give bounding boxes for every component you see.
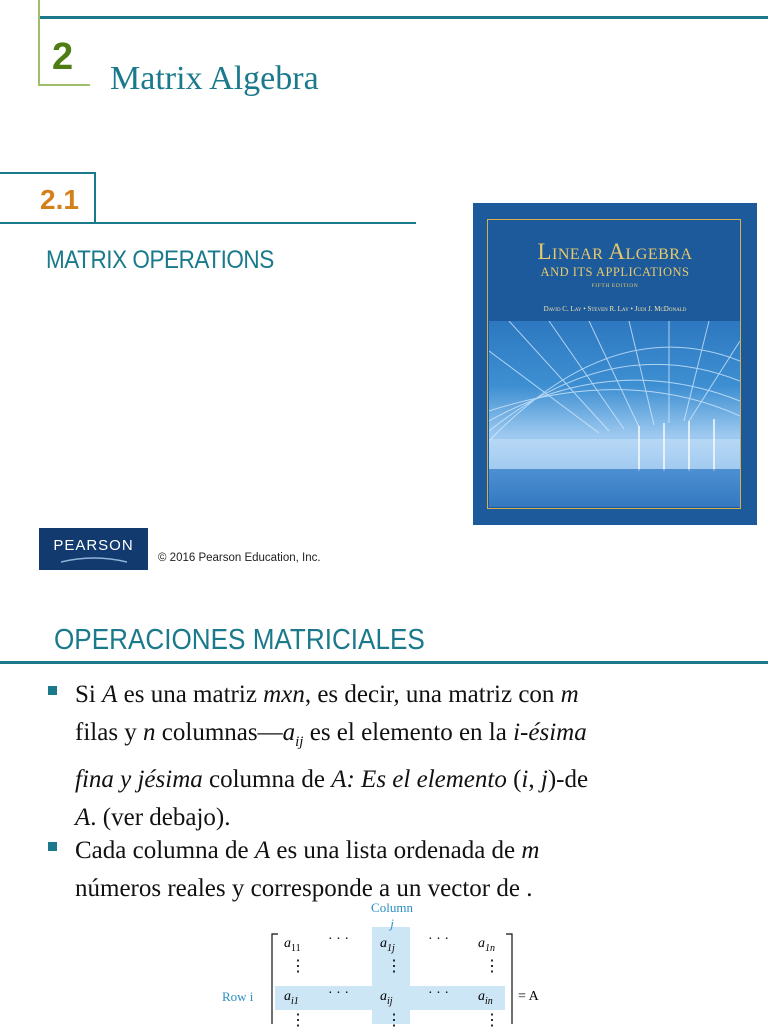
entry-aij: $a_{ij}$ xyxy=(380,989,393,1007)
section-title: MATRIX OPERATIONS xyxy=(46,246,274,274)
entry-a1j: $a_{1j}$ xyxy=(380,936,395,954)
section-box-side xyxy=(94,172,96,224)
slide-title-rule xyxy=(0,661,768,664)
vdots: ⋮ xyxy=(386,958,402,975)
column-label: Column xyxy=(371,900,413,915)
vdots: ⋮ xyxy=(290,1012,306,1029)
header-rule xyxy=(38,16,768,19)
book-subtitle: AND ITS APPLICATIONS xyxy=(540,265,690,279)
hdots: · · · xyxy=(428,932,449,947)
bullet-paragraph-2: Cada columna de A es una lista ordenada de m números reales y corresponde a un vector de . xyxy=(75,837,540,902)
book-cover-photo xyxy=(489,321,740,507)
chapter-number: 2 xyxy=(52,36,74,78)
hdots: · · · xyxy=(328,986,349,1001)
matrix-figure xyxy=(210,898,570,1029)
matrix-equals: = A xyxy=(518,989,539,1004)
bullet-marker xyxy=(48,842,57,851)
vdots: ⋮ xyxy=(386,1012,402,1029)
vdots: ⋮ xyxy=(484,1012,500,1029)
hdots: · · · xyxy=(328,932,349,947)
book-title: Linear Algebra xyxy=(537,239,693,264)
entry-ain: $a_{in}$ xyxy=(478,989,493,1007)
vdots: ⋮ xyxy=(290,958,306,975)
section-box-top xyxy=(0,172,96,174)
bullet-marker xyxy=(48,686,57,695)
chapter-bracket xyxy=(38,0,40,86)
section-rule xyxy=(0,222,416,224)
entry-a1n: $a_{1n}$ xyxy=(478,936,495,954)
book-authors: David C. Lay • Steven R. Lay • Judi J. McDonald xyxy=(543,305,687,313)
slide-title: OPERACIONES MATRICIALES xyxy=(54,624,425,656)
entry-ai1: $a_{i1}$ xyxy=(284,989,299,1007)
chapter-title: Matrix Algebra xyxy=(110,60,319,97)
pearson-logo xyxy=(39,528,148,570)
bullet-paragraph-1: Si A es una matriz mxn, es decir, una matriz con m filas y n $columnas—a_{ij}$ es el elemento en la i-ésima fina y jésima columna de A: Es el elemento (i, j)-de A. (ver debajo). xyxy=(75,681,589,831)
section-number: 2.1 xyxy=(40,184,79,215)
row-label: Row i xyxy=(222,989,254,1004)
column-index: j xyxy=(390,916,394,931)
book-cover xyxy=(473,203,757,525)
entry-a11: $a_{11}$ xyxy=(284,936,301,954)
book-edition: FIFTH EDITION xyxy=(591,283,639,289)
architecture-illustration xyxy=(489,321,740,507)
pearson-logo-text: PEARSON xyxy=(53,537,134,554)
copyright-notice: © 2016 Pearson Education, Inc. xyxy=(158,552,321,564)
hdots: · · · xyxy=(428,986,449,1001)
logo-swoosh-icon xyxy=(61,556,127,564)
vdots: ⋮ xyxy=(484,958,500,975)
chapter-bracket-bottom xyxy=(38,84,90,86)
